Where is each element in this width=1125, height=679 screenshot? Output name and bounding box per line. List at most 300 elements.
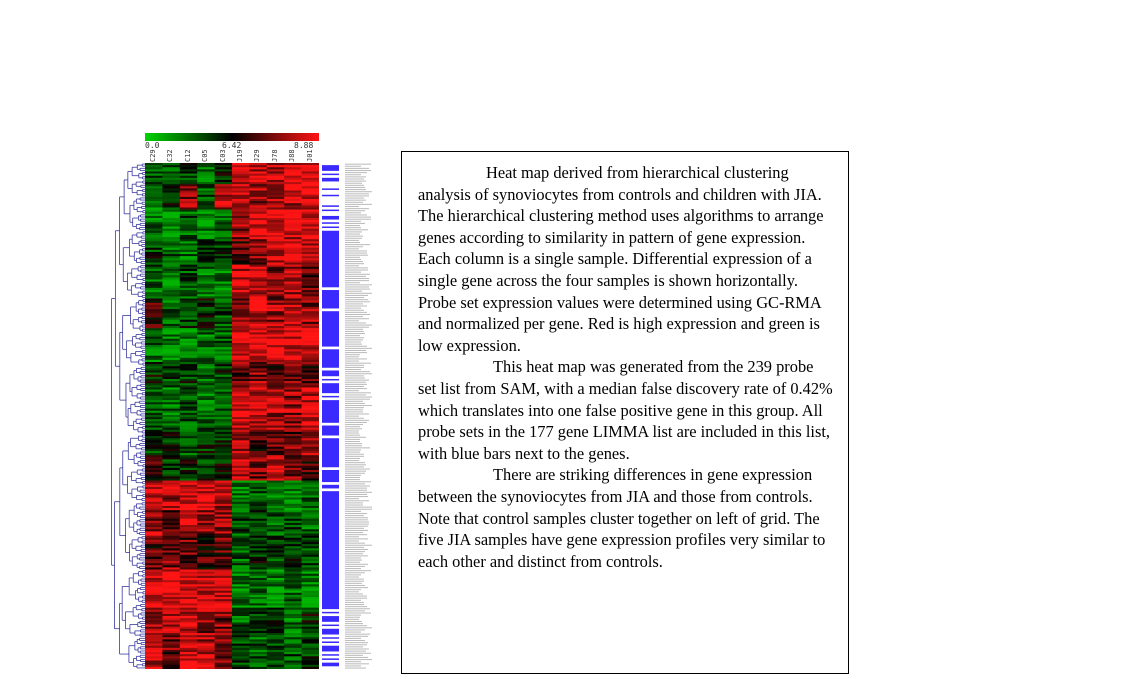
- heatmap-cell: [162, 656, 180, 658]
- heatmap-cell: [302, 637, 319, 639]
- heatmap-cell: [232, 188, 250, 190]
- probe-set-label: [345, 602, 364, 603]
- heatmap-cell: [215, 402, 233, 404]
- heatmap-cell: [180, 508, 198, 510]
- limma-bar: [322, 227, 339, 229]
- heatmap-cell: [232, 487, 250, 489]
- heatmap-cell: [215, 288, 233, 290]
- heatmap-cell: [145, 165, 163, 167]
- heatmap-cell: [197, 328, 215, 330]
- heatmap-cell: [162, 411, 180, 413]
- heatmap-cell: [249, 406, 267, 408]
- heatmap-cell: [302, 390, 319, 392]
- heatmap-cell: [215, 309, 233, 311]
- heatmap-cell: [302, 498, 319, 500]
- heatmap-cell: [197, 269, 215, 271]
- heatmap-cell: [249, 540, 267, 542]
- heatmap-cell: [215, 193, 233, 195]
- heatmap-cell: [302, 483, 319, 485]
- heatmap-cell: [162, 500, 180, 502]
- heatmap-cell: [197, 334, 215, 336]
- heatmap-cell: [197, 191, 215, 193]
- heatmap-cell: [145, 625, 163, 627]
- heatmap-cell: [180, 180, 198, 182]
- heatmap-cell: [232, 205, 250, 207]
- heatmap-cell: [249, 559, 267, 561]
- heatmap-cell: [145, 487, 163, 489]
- heatmap-cell: [249, 362, 267, 364]
- heatmap-cell: [215, 550, 233, 552]
- heatmap-cell: [180, 284, 198, 286]
- heatmap-cell: [232, 574, 250, 576]
- probe-set-label: [345, 661, 361, 662]
- heatmap-cell: [145, 451, 163, 453]
- heatmap-cell: [180, 440, 198, 442]
- heatmap-cell: [284, 614, 302, 616]
- heatmap-cell: [162, 419, 180, 421]
- heatmap-cell: [284, 199, 302, 201]
- heatmap-cell: [197, 650, 215, 652]
- heatmap-cell: [284, 578, 302, 580]
- heatmap-cell: [302, 582, 319, 584]
- heatmap-cell: [162, 548, 180, 550]
- heatmap-cell: [267, 487, 285, 489]
- heatmap-cell: [232, 453, 250, 455]
- heatmap-cell: [249, 487, 267, 489]
- heatmap-cell: [197, 550, 215, 552]
- heatmap-cell: [197, 258, 215, 260]
- heatmap-cell: [145, 591, 163, 593]
- heatmap-cell: [162, 595, 180, 597]
- probe-set-label: [345, 640, 365, 641]
- heatmap-cell: [197, 451, 215, 453]
- heatmap-cell: [215, 603, 233, 605]
- heatmap-cell: [284, 197, 302, 199]
- heatmap-cell: [180, 413, 198, 415]
- heatmap-cell: [180, 220, 198, 222]
- heatmap-cell: [232, 269, 250, 271]
- heatmap-cell: [162, 478, 180, 480]
- heatmap-cell: [162, 542, 180, 544]
- heatmap-cell: [215, 267, 233, 269]
- heatmap-cell: [302, 514, 319, 516]
- heatmap-cell: [302, 478, 319, 480]
- heatmap-cell: [162, 580, 180, 582]
- heatmap-cell: [197, 641, 215, 643]
- heatmap-cell: [267, 409, 285, 411]
- heatmap-cell: [267, 578, 285, 580]
- heatmap-cell: [267, 383, 285, 385]
- heatmap-cell: [197, 377, 215, 379]
- heatmap-cell: [232, 648, 250, 650]
- heatmap-cell: [162, 421, 180, 423]
- heatmap-cell: [232, 366, 250, 368]
- heatmap-cell: [162, 529, 180, 531]
- heatmap-cell: [249, 212, 267, 214]
- heatmap-cell: [162, 341, 180, 343]
- limma-bar: [322, 195, 339, 197]
- heatmap-cell: [215, 629, 233, 631]
- heatmap-cell: [180, 534, 198, 536]
- heatmap-cell: [215, 349, 233, 351]
- heatmap-cell: [267, 180, 285, 182]
- heatmap-cell: [145, 517, 163, 519]
- probe-set-label: [345, 299, 368, 300]
- heatmap-cell: [215, 345, 233, 347]
- heatmap-cell: [249, 307, 267, 309]
- heatmap-cell: [162, 186, 180, 188]
- heatmap-cell: [284, 436, 302, 438]
- heatmap-cell: [180, 409, 198, 411]
- probe-set-label: [345, 413, 369, 414]
- heatmap-cell: [145, 415, 163, 417]
- heatmap-cell: [215, 260, 233, 262]
- heatmap-cell: [145, 548, 163, 550]
- heatmap-cell: [180, 519, 198, 521]
- heatmap-cell: [267, 358, 285, 360]
- heatmap-cell: [162, 328, 180, 330]
- heatmap-cell: [232, 451, 250, 453]
- sample-label-c05: C05: [201, 149, 210, 162]
- heatmap-cell: [197, 565, 215, 567]
- heatmap-cell: [284, 326, 302, 328]
- heatmap-cell: [267, 214, 285, 216]
- probe-set-label: [345, 519, 368, 520]
- heatmap-cell: [284, 555, 302, 557]
- heatmap-cell: [145, 622, 163, 624]
- heatmap-cell: [284, 174, 302, 176]
- heatmap-cell: [162, 504, 180, 506]
- probe-set-label: [345, 193, 369, 194]
- heatmap-cell: [284, 347, 302, 349]
- heatmap-cell: [145, 612, 163, 614]
- heatmap-cell: [215, 354, 233, 356]
- heatmap-cell: [249, 171, 267, 173]
- heatmap-cell: [145, 667, 163, 669]
- heatmap-cell: [267, 163, 285, 165]
- heatmap-cell: [180, 199, 198, 201]
- heatmap-cell: [180, 576, 198, 578]
- heatmap-cell: [162, 481, 180, 483]
- heatmap-cell: [215, 271, 233, 273]
- limma-bar: [322, 210, 339, 212]
- heatmap-cell: [302, 430, 319, 432]
- heatmap-cell: [145, 597, 163, 599]
- heatmap-cell: [215, 633, 233, 635]
- limma-bar: [322, 491, 339, 609]
- probe-set-label: [345, 356, 359, 357]
- heatmap-cell: [162, 620, 180, 622]
- heatmap-cell: [284, 641, 302, 643]
- heatmap-cell: [162, 608, 180, 610]
- heatmap-cell: [249, 637, 267, 639]
- probe-set-label: [345, 377, 365, 378]
- heatmap-cell: [162, 601, 180, 603]
- heatmap-cell: [284, 231, 302, 233]
- heatmap-cell: [267, 656, 285, 658]
- heatmap-cell: [267, 241, 285, 243]
- heatmap-cell: [215, 426, 233, 428]
- heatmap-cell: [267, 504, 285, 506]
- probe-set-label: [345, 318, 369, 319]
- heatmap-cell: [162, 318, 180, 320]
- heatmap-cell: [162, 417, 180, 419]
- heatmap-cell: [249, 184, 267, 186]
- heatmap-cell: [197, 654, 215, 656]
- heatmap-cell: [249, 557, 267, 559]
- heatmap-cell: [162, 235, 180, 237]
- heatmap-cell: [197, 284, 215, 286]
- heatmap-cell: [249, 432, 267, 434]
- heatmap-cell: [284, 550, 302, 552]
- heatmap-cell: [180, 563, 198, 565]
- heatmap-cell: [267, 288, 285, 290]
- heatmap-cell: [145, 334, 163, 336]
- heatmap-cell: [302, 362, 319, 364]
- heatmap-cell: [197, 517, 215, 519]
- heatmap-cell: [197, 275, 215, 277]
- heatmap-cell: [145, 565, 163, 567]
- probe-set-label: [345, 524, 369, 525]
- heatmap-cell: [302, 229, 319, 231]
- heatmap-cell: [215, 417, 233, 419]
- heatmap-cell: [249, 415, 267, 417]
- heatmap-cell: [267, 622, 285, 624]
- heatmap-cell: [215, 250, 233, 252]
- probe-set-label: [345, 492, 372, 493]
- heatmap-cell: [302, 214, 319, 216]
- heatmap-cell: [145, 182, 163, 184]
- heatmap-cell: [249, 614, 267, 616]
- heatmap-cell: [284, 514, 302, 516]
- probe-set-label: [345, 466, 364, 467]
- heatmap-cell: [215, 489, 233, 491]
- heatmap-cell: [267, 390, 285, 392]
- heatmap-cell: [249, 419, 267, 421]
- heatmap-cell: [302, 377, 319, 379]
- heatmap-cell: [180, 256, 198, 258]
- heatmap-cell: [215, 178, 233, 180]
- heatmap-cell: [249, 500, 267, 502]
- heatmap-cell: [180, 216, 198, 218]
- heatmap-cell: [180, 635, 198, 637]
- heatmap-cell: [215, 510, 233, 512]
- heatmap-cell: [267, 550, 285, 552]
- heatmap-cell: [197, 485, 215, 487]
- heatmap-cell: [145, 595, 163, 597]
- heatmap-cell: [180, 309, 198, 311]
- heatmap-cell: [284, 627, 302, 629]
- probe-set-label: [345, 388, 367, 389]
- probe-set-label: [345, 327, 369, 328]
- heatmap-cell: [180, 326, 198, 328]
- heatmap-cell: [162, 578, 180, 580]
- heatmap-cell: [162, 644, 180, 646]
- heatmap-cell: [302, 218, 319, 220]
- heatmap-cell: [145, 294, 163, 296]
- heatmap-cell: [145, 193, 163, 195]
- heatmap-cell: [302, 417, 319, 419]
- heatmap-cell: [302, 635, 319, 637]
- heatmap-cell: [302, 398, 319, 400]
- heatmap-cell: [249, 514, 267, 516]
- heatmap-cell: [145, 231, 163, 233]
- heatmap-cell: [232, 542, 250, 544]
- heatmap-cell: [162, 627, 180, 629]
- heatmap-cell: [232, 182, 250, 184]
- heatmap-cell: [249, 178, 267, 180]
- heatmap-cell: [302, 191, 319, 193]
- heatmap-cell: [232, 620, 250, 622]
- heatmap-cell: [162, 491, 180, 493]
- heatmap-cell: [267, 322, 285, 324]
- probe-set-label: [345, 312, 367, 313]
- heatmap-cell: [180, 184, 198, 186]
- heatmap-cell: [284, 191, 302, 193]
- heatmap-cell: [284, 165, 302, 167]
- heatmap-cell: [197, 343, 215, 345]
- heatmap-cell: [145, 542, 163, 544]
- heatmap-cell: [284, 385, 302, 387]
- heatmap-cell: [302, 368, 319, 370]
- heatmap-cell: [232, 381, 250, 383]
- heatmap-cell: [249, 398, 267, 400]
- heatmap-cell: [267, 299, 285, 301]
- heatmap-cell: [302, 481, 319, 483]
- probe-set-label: [345, 236, 363, 237]
- heatmap-cell: [215, 385, 233, 387]
- heatmap-cell: [197, 661, 215, 663]
- heatmap-cell: [267, 599, 285, 601]
- probe-set-label: [345, 250, 367, 251]
- heatmap-cell: [267, 220, 285, 222]
- heatmap-cell: [302, 301, 319, 303]
- heatmap-cell: [302, 508, 319, 510]
- heatmap-cell: [215, 334, 233, 336]
- heatmap-cell: [215, 299, 233, 301]
- heatmap-cell: [215, 379, 233, 381]
- heatmap-cell: [215, 404, 233, 406]
- heatmap-cell: [180, 591, 198, 593]
- heatmap-cell: [284, 589, 302, 591]
- heatmap-cell: [162, 273, 180, 275]
- heatmap-cell: [284, 476, 302, 478]
- heatmap-cell: [284, 502, 302, 504]
- heatmap-cell: [249, 438, 267, 440]
- heatmap-cell: [197, 523, 215, 525]
- heatmap-cell: [145, 375, 163, 377]
- limma-bar: [322, 616, 339, 622]
- probe-set-label: [345, 653, 371, 654]
- heatmap-cell: [267, 478, 285, 480]
- heatmap-cell: [284, 390, 302, 392]
- heatmap-cell: [145, 567, 163, 569]
- heatmap-cell: [249, 423, 267, 425]
- heatmap-cell: [145, 472, 163, 474]
- heatmap-cell: [197, 582, 215, 584]
- heatmap-cell: [162, 512, 180, 514]
- probe-set-label: [345, 534, 367, 535]
- heatmap-cell: [302, 639, 319, 641]
- heatmap-cell: [145, 260, 163, 262]
- heatmap-cell: [302, 447, 319, 449]
- heatmap-cell: [162, 527, 180, 529]
- heatmap-cell: [180, 174, 198, 176]
- heatmap-cell: [162, 324, 180, 326]
- heatmap-cell: [284, 493, 302, 495]
- heatmap-cell: [249, 292, 267, 294]
- heatmap-cell: [232, 385, 250, 387]
- heatmap-cell: [162, 658, 180, 660]
- heatmap-cell: [180, 271, 198, 273]
- heatmap-cell: [302, 275, 319, 277]
- heatmap-cell: [267, 591, 285, 593]
- heatmap-cell: [145, 377, 163, 379]
- heatmap-cell: [284, 442, 302, 444]
- heatmap-cell: [302, 597, 319, 599]
- probe-set-label: [345, 629, 365, 630]
- heatmap-cell: [267, 392, 285, 394]
- heatmap-cell: [162, 169, 180, 171]
- heatmap-cell: [232, 284, 250, 286]
- heatmap-cell: [267, 586, 285, 588]
- heatmap-cell: [249, 294, 267, 296]
- heatmap-cell: [249, 620, 267, 622]
- heatmap-cell: [232, 288, 250, 290]
- heatmap-cell: [284, 252, 302, 254]
- heatmap-cell: [197, 610, 215, 612]
- heatmap-cell: [180, 237, 198, 239]
- heatmap-cell: [249, 248, 267, 250]
- heatmap-cell: [232, 375, 250, 377]
- heatmap-cell: [284, 565, 302, 567]
- heatmap-cell: [145, 470, 163, 472]
- heatmap-cell: [162, 586, 180, 588]
- heatmap-cell: [197, 667, 215, 669]
- heatmap-cell: [232, 358, 250, 360]
- heatmap-cell: [267, 631, 285, 633]
- heatmap-cell: [232, 243, 250, 245]
- limma-bar: [322, 470, 339, 482]
- heatmap-cell: [162, 610, 180, 612]
- heatmap-cell: [267, 563, 285, 565]
- heatmap-cell: [197, 553, 215, 555]
- heatmap-cell: [302, 260, 319, 262]
- heatmap-cell: [284, 483, 302, 485]
- heatmap-cell: [180, 572, 198, 574]
- heatmap-cell: [249, 644, 267, 646]
- heatmap-cell: [180, 390, 198, 392]
- heatmap-cell: [162, 182, 180, 184]
- heatmap-cell: [180, 178, 198, 180]
- heatmap-cell: [232, 383, 250, 385]
- heatmap-cell: [197, 472, 215, 474]
- heatmap-cell: [145, 195, 163, 197]
- heatmap-cell: [267, 176, 285, 178]
- heatmap-cell: [180, 529, 198, 531]
- heatmap-cell: [215, 256, 233, 258]
- heatmap-cell: [232, 665, 250, 667]
- heatmap-cell: [232, 629, 250, 631]
- heatmap-cell: [145, 351, 163, 353]
- heatmap-cell: [232, 595, 250, 597]
- heatmap-cell: [249, 195, 267, 197]
- probe-set-label: [345, 278, 369, 279]
- heatmap-cell: [267, 394, 285, 396]
- heatmap-cell: [145, 282, 163, 284]
- heatmap-cell: [180, 589, 198, 591]
- heatmap-cell: [180, 394, 198, 396]
